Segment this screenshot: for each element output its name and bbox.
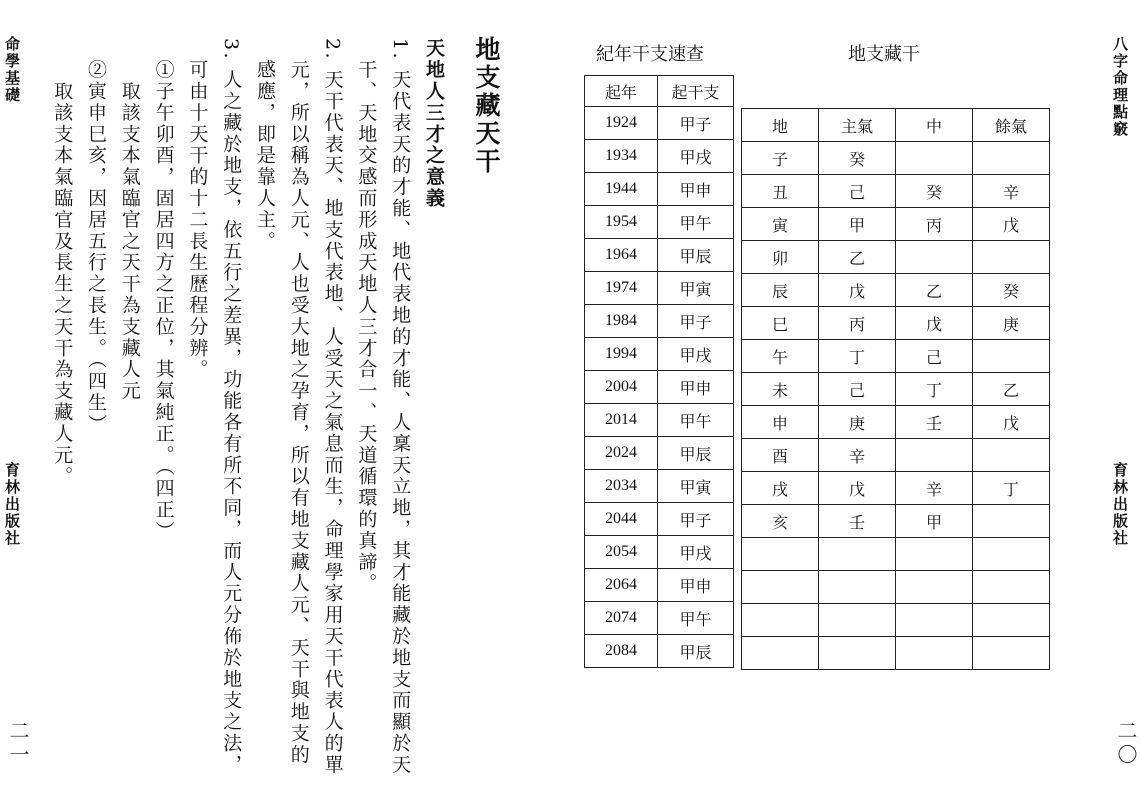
middle-qi-cell: 辛	[896, 472, 973, 505]
book-title-left: 命學基礎	[3, 36, 21, 104]
middle-qi-cell	[896, 571, 973, 604]
residual-qi-cell: 乙	[973, 373, 1050, 406]
middle-qi-cell: 戊	[896, 307, 973, 340]
table-row	[742, 340, 1050, 373]
branch-hidden-stems-table	[741, 108, 1050, 670]
year-cell: 1984	[585, 305, 658, 338]
table-row	[742, 439, 1050, 472]
year-cell: 2064	[585, 569, 658, 602]
branch-cell: 辰	[742, 274, 819, 307]
year-cell: 2034	[585, 470, 658, 503]
branch-cell	[742, 604, 819, 637]
page-number-left: 二一	[6, 720, 30, 768]
residual-qi-cell	[973, 340, 1050, 373]
middle-qi-cell	[896, 439, 973, 472]
table-row	[742, 472, 1050, 505]
main-qi-cell	[819, 637, 896, 670]
main-qi-cell: 丙	[819, 307, 896, 340]
middle-qi-cell	[896, 604, 973, 637]
residual-qi-cell	[973, 439, 1050, 472]
table-row	[742, 637, 1050, 670]
year-cell: 2044	[585, 503, 658, 536]
stem-branch-cell: 甲子	[658, 107, 734, 140]
book-title-right: 八字命理點竅	[1111, 36, 1129, 138]
stem-branch-cell: 甲子	[658, 503, 734, 536]
table-row	[585, 140, 734, 173]
branch-header-branch: 地	[742, 109, 819, 142]
table-row	[742, 307, 1050, 340]
stem-branch-cell: 甲子	[658, 305, 734, 338]
table-row	[742, 373, 1050, 406]
table-row	[585, 239, 734, 272]
middle-qi-cell: 丁	[896, 373, 973, 406]
table-row	[585, 635, 734, 668]
middle-qi-cell: 丙	[896, 208, 973, 241]
branch-cell	[742, 637, 819, 670]
stem-branch-cell: 甲午	[658, 602, 734, 635]
text-column: 取該支本氣臨官及長生之天干為支藏人元。	[51, 38, 74, 488]
branch-cell	[742, 538, 819, 571]
main-qi-cell: 己	[819, 373, 896, 406]
page-number-right: 二〇	[1114, 720, 1138, 768]
table-row	[742, 241, 1050, 274]
branch-cell: 卯	[742, 241, 819, 274]
text-column: ②寅申巳亥，因居五行之長生。（四生）	[85, 38, 107, 436]
text-column: 3. 人之藏於地支，依五行之差異，功能各有所不同，而人元分佈於地支之法，	[220, 38, 243, 776]
branch-cell: 酉	[742, 439, 819, 472]
middle-qi-cell	[896, 241, 973, 274]
branch-cell: 子	[742, 142, 819, 175]
table-row	[742, 505, 1050, 538]
stem-branch-cell: 甲午	[658, 404, 734, 437]
table-row	[742, 175, 1050, 208]
table-row	[585, 371, 734, 404]
table-row	[585, 173, 734, 206]
stem-branch-cell: 甲戌	[658, 536, 734, 569]
stem-branch-cell: 甲辰	[658, 437, 734, 470]
year-cell: 1974	[585, 272, 658, 305]
table-row	[585, 206, 734, 239]
stem-branch-cell: 甲寅	[658, 470, 734, 503]
table-row	[742, 142, 1050, 175]
middle-qi-cell: 乙	[896, 274, 973, 307]
branch-table-title: 地支藏干	[848, 44, 920, 65]
branch-header-middle: 中	[896, 109, 973, 142]
residual-qi-cell: 戊	[973, 406, 1050, 439]
residual-qi-cell	[973, 142, 1050, 175]
stem-branch-cell: 甲戌	[658, 338, 734, 371]
branch-cell: 午	[742, 340, 819, 373]
year-cell: 1954	[585, 206, 658, 239]
middle-qi-cell: 壬	[896, 406, 973, 439]
branch-cell: 丑	[742, 175, 819, 208]
table-row	[742, 208, 1050, 241]
year-cell: 2024	[585, 437, 658, 470]
table-row	[585, 338, 734, 371]
main-qi-cell: 甲	[819, 208, 896, 241]
residual-qi-cell	[973, 604, 1050, 637]
year-lookup-table	[584, 75, 734, 668]
branch-header-residual: 餘氣	[973, 109, 1050, 142]
branch-cell	[742, 571, 819, 604]
main-qi-cell: 己	[819, 175, 896, 208]
table-row	[742, 538, 1050, 571]
residual-qi-cell	[973, 241, 1050, 274]
table-row	[585, 602, 734, 635]
branch-cell: 戌	[742, 472, 819, 505]
year-cell: 2054	[585, 536, 658, 569]
main-qi-cell: 戊	[819, 472, 896, 505]
year-table-title: 紀年干支速查	[596, 44, 704, 65]
residual-qi-cell: 癸	[973, 274, 1050, 307]
stem-branch-cell: 甲戌	[658, 140, 734, 173]
residual-qi-cell	[973, 637, 1050, 670]
table-row	[585, 437, 734, 470]
branch-cell: 寅	[742, 208, 819, 241]
middle-qi-cell	[896, 142, 973, 175]
table-row	[585, 272, 734, 305]
table-row	[742, 571, 1050, 604]
main-qi-cell: 戊	[819, 274, 896, 307]
main-qi-cell: 庚	[819, 406, 896, 439]
stem-branch-cell: 甲申	[658, 569, 734, 602]
year-cell: 1964	[585, 239, 658, 272]
year-cell: 1934	[585, 140, 658, 173]
table-row	[585, 536, 734, 569]
subheading: 天地人三才之意義	[423, 38, 445, 210]
table-row	[742, 274, 1050, 307]
year-cell: 1924	[585, 107, 658, 140]
text-column: 干、天地交感而形成天地人三才合一、天道循環的真諦。	[355, 38, 378, 595]
stem-branch-cell: 甲寅	[658, 272, 734, 305]
residual-qi-cell: 庚	[973, 307, 1050, 340]
stem-branch-cell: 甲申	[658, 371, 734, 404]
branch-cell: 亥	[742, 505, 819, 538]
table-row	[585, 503, 734, 536]
residual-qi-cell	[973, 538, 1050, 571]
main-qi-cell: 癸	[819, 142, 896, 175]
text-column: 感應，即是靠人主。	[254, 38, 276, 252]
text-column: ①子午卯酉，固居四方之正位，其氣純正。（四正）	[152, 38, 175, 543]
stem-branch-cell: 甲辰	[658, 239, 734, 272]
table-row	[585, 470, 734, 503]
middle-qi-cell	[896, 637, 973, 670]
text-column: 取該支本氣臨官之天干為支藏人元	[118, 38, 141, 402]
residual-qi-cell: 丁	[973, 472, 1050, 505]
main-qi-cell	[819, 604, 896, 637]
main-qi-cell: 丁	[819, 340, 896, 373]
publisher-left: 育林出版社	[3, 462, 21, 547]
stem-branch-cell: 甲午	[658, 206, 734, 239]
table-row	[585, 107, 734, 140]
year-cell: 2004	[585, 371, 658, 404]
middle-qi-cell: 己	[896, 340, 973, 373]
middle-qi-cell: 甲	[896, 505, 973, 538]
main-qi-cell	[819, 538, 896, 571]
residual-qi-cell	[973, 571, 1050, 604]
main-qi-cell	[819, 571, 896, 604]
middle-qi-cell	[896, 538, 973, 571]
year-header-start: 起年	[585, 76, 658, 107]
residual-qi-cell: 辛	[973, 175, 1050, 208]
table-row	[585, 305, 734, 338]
main-qi-cell: 壬	[819, 505, 896, 538]
publisher-right: 育林出版社	[1111, 462, 1129, 547]
stem-branch-cell: 甲辰	[658, 635, 734, 668]
year-cell: 1944	[585, 173, 658, 206]
stem-branch-cell: 甲申	[658, 173, 734, 206]
branch-cell: 未	[742, 373, 819, 406]
table-row	[742, 406, 1050, 439]
branch-cell: 巳	[742, 307, 819, 340]
residual-qi-cell	[973, 505, 1050, 538]
text-column: 可由十天干的十二長生歷程分辨。	[186, 38, 209, 381]
middle-qi-cell: 癸	[896, 175, 973, 208]
residual-qi-cell: 戊	[973, 208, 1050, 241]
year-cell: 1994	[585, 338, 658, 371]
table-row	[742, 604, 1050, 637]
text-column: 1. 天代表天的才能、地代表地的才能、人稟天立地，其才能藏於地支而顯於天	[389, 38, 412, 776]
year-cell: 2074	[585, 602, 658, 635]
text-column: 元，所以稱為人元、人也受大地之孕育，所以有地支藏人元、天干與地支的	[287, 38, 310, 766]
table-row	[585, 569, 734, 602]
year-cell: 2084	[585, 635, 658, 668]
branch-header-main: 主氣	[819, 109, 896, 142]
branch-cell: 申	[742, 406, 819, 439]
main-qi-cell: 辛	[819, 439, 896, 472]
table-row	[585, 404, 734, 437]
year-cell: 2014	[585, 404, 658, 437]
section-title: 地支藏天干	[472, 36, 501, 176]
text-column: 2. 天干代表天、地支代表地、人受天之氣息而生，命理學家用天干代表人的單	[321, 38, 344, 776]
year-header-stem: 起干支	[658, 76, 734, 107]
main-qi-cell: 乙	[819, 241, 896, 274]
